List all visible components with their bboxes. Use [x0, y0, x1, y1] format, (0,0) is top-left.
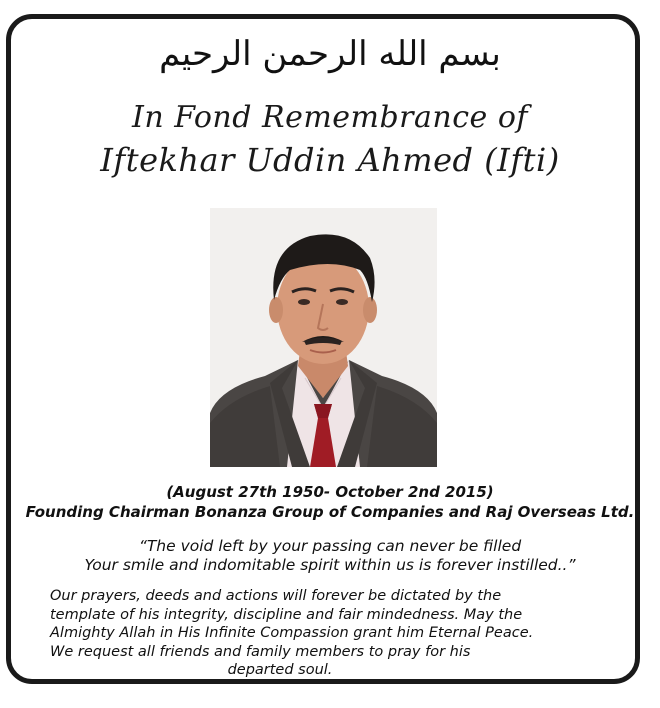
- quote-line-2: Your smile and indomitable spirit within us is forever instilled..”: [84, 556, 576, 574]
- message-line-4: We request all friends and family members to pray for his: [50, 643, 471, 660]
- message-line-2: template of his integrity, discipline and fair mindedness. May the: [50, 606, 523, 623]
- founder-title: Founding Chairman Bonanza Group of Companies and Raj Overseas Ltd.: [25, 503, 635, 521]
- memorial-quote: [0, 537, 660, 575]
- deceased-name: Iftekhar Uddin Ahmed (Ifti): [100, 141, 560, 179]
- life-dates: (August 27th 1950- October 2nd 2015): [166, 483, 494, 501]
- remembrance-heading: In Fond Remembrance of: [131, 100, 528, 135]
- message-line-5: departed soul.: [227, 662, 333, 678]
- message-line-1: Our prayers, deeds and actions will forever be dictated by the: [50, 588, 502, 604]
- message-line-3: Almighty Allah in His Infinite Compassion grant him Eternal Peace.: [50, 625, 534, 641]
- prayer-message: [50, 587, 620, 680]
- portrait-photo: [210, 208, 437, 467]
- bismillah-calligraphy: بسم الله الرحمن الرحيم: [159, 34, 501, 74]
- quote-line-1: “The void left by your passing can never be filled: [138, 537, 522, 555]
- portrait-illustration: [210, 208, 437, 467]
